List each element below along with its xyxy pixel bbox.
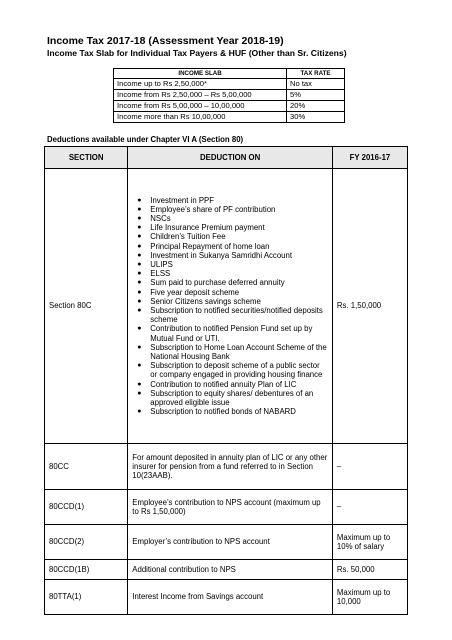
list-item <box>137 213 328 223</box>
list-item-text: Life Insurance Premium payment <box>150 223 265 233</box>
table-row <box>114 90 345 101</box>
deductions-table <box>44 146 408 615</box>
tax-slab-table <box>113 68 345 123</box>
list-item <box>137 287 328 297</box>
list-item-text: ELSS <box>150 269 171 279</box>
bullet-icon: ● <box>137 408 142 416</box>
list-item <box>137 232 328 242</box>
list-item <box>137 269 328 279</box>
fy-cell: Rs. 50,000 <box>332 560 407 580</box>
bullet-icon: ● <box>137 260 142 268</box>
deduction-text-cell: Employer’s contribution to NPS account <box>128 525 333 560</box>
table-row <box>45 490 408 525</box>
list-item <box>137 379 328 389</box>
slab-cell: Income from Rs 2,50,000 – Rs 5,00,000 <box>114 90 287 101</box>
table-row <box>45 560 408 580</box>
table-row <box>114 101 345 112</box>
list-item-text: Senior Citizens savings scheme <box>150 296 261 306</box>
list-item-text: NSCs <box>150 213 171 223</box>
bullet-icon: ● <box>137 279 142 287</box>
list-item <box>137 388 328 408</box>
fy-cell: – <box>332 490 407 525</box>
bullet-icon: ● <box>137 288 142 296</box>
bullet-icon: ● <box>137 307 142 314</box>
list-item-text: Contribution to notified annuity Plan of LIC <box>150 379 297 389</box>
fy-cell: Maximum up to 10% of salary <box>332 525 407 560</box>
column-header-income-slab: INCOME SLAB <box>114 69 287 79</box>
list-item-text: Sum paid to purchase deferred annuity <box>150 278 285 288</box>
list-item <box>137 361 328 380</box>
bullet-icon: ● <box>137 233 142 241</box>
rate-cell: 30% <box>287 112 345 123</box>
section-cell: 80CCD(1) <box>45 490 128 525</box>
bullet-icon: ● <box>137 196 142 204</box>
list-item <box>137 195 328 205</box>
table-row <box>45 525 408 560</box>
rate-cell: No tax <box>287 79 345 90</box>
column-header-fy: FY 2016-17 <box>332 147 407 169</box>
table-row <box>45 580 408 615</box>
list-item <box>137 250 328 260</box>
list-item <box>137 259 328 269</box>
list-item <box>137 223 328 233</box>
list-item-text: Investment in Sukanya Samridhi Account <box>150 250 292 260</box>
column-header-tax-rate: TAX RATE <box>287 69 345 79</box>
document-subtitle: Income Tax Slab for Individual Tax Payers & HUF (Other than Sr. Citizens) <box>47 48 347 58</box>
deduction-text-cell: For amount deposited in annuity plan of LIC or any other insurer for pension from a fund referred to in Section 10(23AAB). <box>128 444 333 490</box>
slab-cell: Income up to Rs 2,50,000* <box>114 79 287 90</box>
slab-cell: Income from Rs 5,00,000 – 10,00,000 <box>114 101 287 112</box>
list-item-text: Employee’s share of PF contribution <box>150 204 276 214</box>
table-row <box>45 444 408 490</box>
section-cell: 80TTA(1) <box>45 580 128 615</box>
column-header-section: SECTION <box>45 147 128 169</box>
deduction-list-cell <box>128 169 333 444</box>
list-item <box>137 241 328 251</box>
list-item-text: Subscription to Home Loan Account Scheme of the National Housing Bank <box>150 342 327 362</box>
list-item-text: Subscription to equity shares/ debentures of an approved eligible issue <box>150 388 314 408</box>
table-row <box>45 169 408 444</box>
deductions-heading: Deductions available under Chapter VI A (Section 80) <box>47 135 244 144</box>
list-item-text: ULIPS <box>150 259 173 269</box>
list-item-text: Contribution to notified Pension Fund set up by Mutual Fund or UTI. <box>150 324 313 343</box>
list-item-text: Subscription to deposit scheme of a public sector or company engaged in providing housing finance <box>150 361 323 380</box>
list-item-text: Subscription to notified securities/notified deposits scheme <box>150 306 323 325</box>
list-item <box>137 278 328 288</box>
deduction-list <box>132 196 328 417</box>
section-cell: 80CCD(1B) <box>45 560 128 580</box>
list-item <box>137 306 328 325</box>
bullet-icon: ● <box>137 270 142 278</box>
fy-cell: Maximum up to 10,000 <box>332 580 407 615</box>
table-header-row <box>114 69 345 79</box>
table-row <box>114 79 345 90</box>
list-item <box>137 324 328 343</box>
section-cell: 80CCD(2) <box>45 525 128 560</box>
bullet-icon: ● <box>137 389 142 397</box>
rate-cell: 20% <box>287 101 345 112</box>
document-title: Income Tax 2017-18 (Assessment Year 2018-19) <box>47 35 284 47</box>
list-item <box>137 296 328 306</box>
bullet-icon: ● <box>137 362 142 370</box>
bullet-icon: ● <box>137 343 142 351</box>
column-header-deduction-on: DEDUCTION ON <box>128 147 333 169</box>
deduction-text-cell: Additional contribution to NPS <box>128 560 333 580</box>
list-item-text: Investment in PPF <box>150 195 214 205</box>
deduction-text-cell: Interest Income from Savings account <box>128 580 333 615</box>
list-item <box>137 204 328 214</box>
list-item-text: Principal Repayment of home loan <box>150 241 270 251</box>
rate-cell: 5% <box>287 90 345 101</box>
bullet-icon: ● <box>137 297 142 305</box>
section-cell: Section 80C <box>45 169 128 444</box>
list-item-text: Five year deposit scheme <box>150 287 240 297</box>
list-item <box>137 407 328 417</box>
deduction-text-cell: Employee’s contribution to NPS account (maximum up to Rs 1,50,000) <box>128 490 333 525</box>
list-item-text: Subscription to notified bonds of NABARD <box>150 407 296 417</box>
bullet-icon: ● <box>137 242 142 250</box>
slab-cell: Income more than Rs 10,00,000 <box>114 112 287 123</box>
bullet-icon: ● <box>137 325 142 333</box>
bullet-icon: ● <box>137 224 142 232</box>
fy-cell: Rs. 1,50,000 <box>332 169 407 444</box>
section-cell: 80CC <box>45 444 128 490</box>
list-item-text: Children’s Tuition Fee <box>150 232 226 242</box>
list-item <box>137 342 328 362</box>
fy-cell: – <box>332 444 407 490</box>
bullet-icon: ● <box>137 214 142 222</box>
table-header-row <box>45 147 408 169</box>
bullet-icon: ● <box>137 251 142 259</box>
table-row <box>114 112 345 123</box>
bullet-icon: ● <box>137 205 142 213</box>
bullet-icon: ● <box>137 380 142 388</box>
